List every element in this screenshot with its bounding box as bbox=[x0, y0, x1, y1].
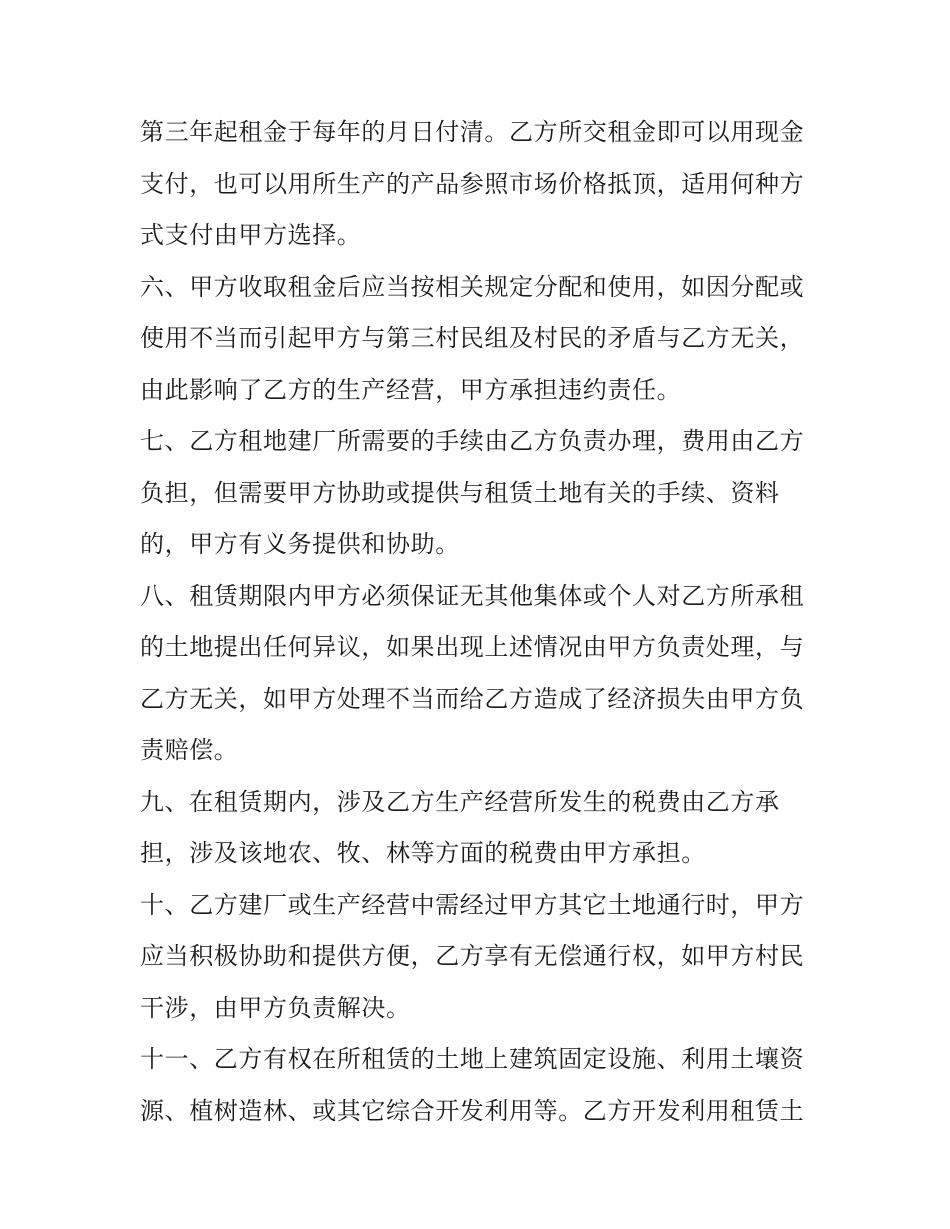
text-line: 责赔偿。 bbox=[140, 736, 239, 764]
document-body bbox=[140, 107, 820, 1137]
text-line: 应当积极协助和提供方便，乙方享有无偿通行权，如甲方村民 bbox=[140, 942, 805, 970]
text-line: 干涉，由甲方负责解决。 bbox=[140, 993, 411, 1022]
text-line: 乙方无关，如甲方处理不当而给乙方造成了经济损失由甲方负 bbox=[140, 684, 805, 713]
text-line: 由此影响了乙方的生产经营，甲方承担违约责任。 bbox=[140, 375, 682, 404]
text-line: 十、乙方建厂或生产经营中需经过甲方其它土地通行时，甲方 bbox=[140, 890, 805, 919]
text-line: 八、租赁期限内甲方必须保证无其他集体或个人对乙方所承租 bbox=[140, 581, 805, 610]
text-line: 的，甲方有义务提供和协助。 bbox=[140, 530, 460, 558]
text-line: 源、植树造林、或其它综合开发利用等。乙方开发利用租赁土 bbox=[140, 1096, 805, 1125]
text-line: 担，涉及该地农、牧、林等方面的税费由甲方承担。 bbox=[140, 839, 706, 867]
text-line: 的土地提出任何异议，如果出现上述情况由甲方负责处理，与 bbox=[140, 633, 805, 661]
text-line: 九、在租赁期内，涉及乙方生产经营所发生的税费由乙方承 bbox=[140, 787, 780, 816]
text-line: 负担，但需要甲方协助或提供与租赁土地有关的手续、资料 bbox=[140, 478, 780, 507]
text-line: 使用不当而引起甲方与第三村民组及村民的矛盾与乙方无关， bbox=[140, 324, 805, 352]
text-line: 式支付由甲方选择。 bbox=[140, 221, 362, 249]
text-line: 七、乙方租地建厂所需要的手续由乙方负责办理，费用由乙方 bbox=[140, 427, 805, 455]
text-line: 支付，也可以用所生产的产品参照市场价格抵顶，适用何种方 bbox=[140, 169, 805, 198]
text-line: 十一、乙方有权在所租赁的土地上建筑固定设施、利用土壤资 bbox=[140, 1045, 805, 1073]
text-line: 第三年起租金于每年的月日付清。乙方所交租金即可以用现金 bbox=[140, 118, 805, 146]
text-line: 六、甲方收取租金后应当按相关规定分配和使用，如因分配或 bbox=[140, 272, 805, 301]
